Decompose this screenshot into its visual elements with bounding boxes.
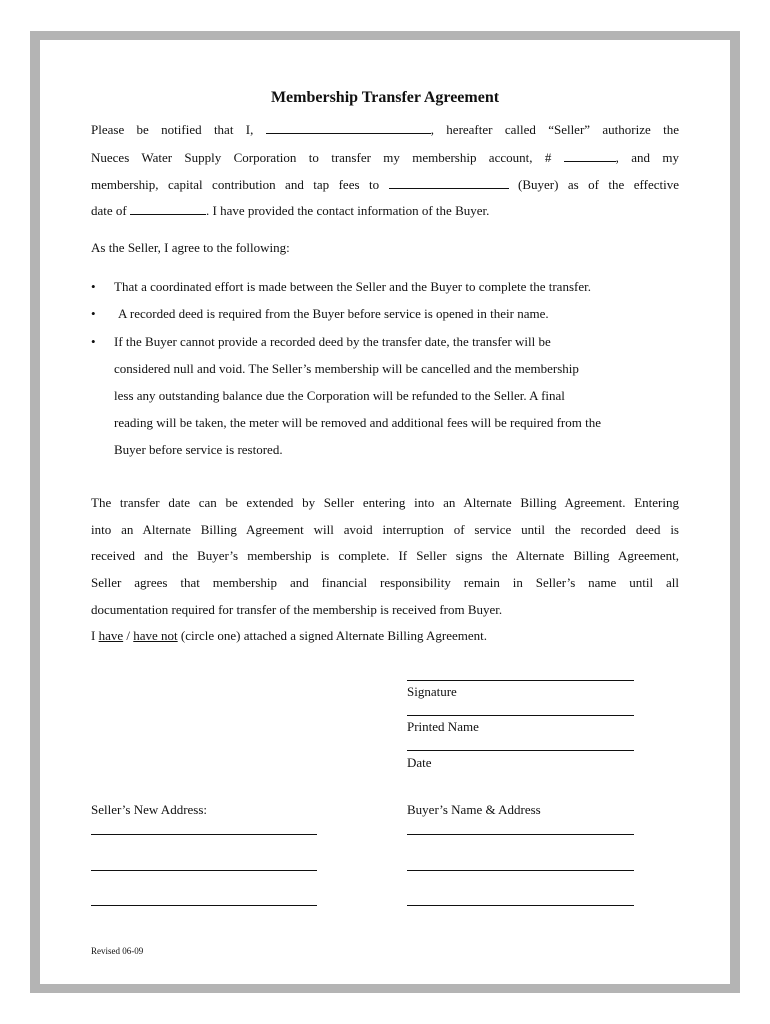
buyer-address-line[interactable] (407, 834, 634, 835)
bullet-3-line4: reading will be taken, the meter will be removed and additional fees will be required from the (114, 415, 601, 430)
para1-line3: membership, capital contribution and tap fees to (Buyer) as of the effective (91, 177, 679, 192)
para2-line5: documentation required for transfer of the membership is received from Buyer. (91, 602, 503, 617)
printed-name-line[interactable] (407, 715, 634, 716)
have-option[interactable]: have (98, 628, 124, 643)
signature-line[interactable] (407, 680, 634, 681)
page-title: Membership Transfer Agreement (270, 89, 500, 106)
date-label: Date (407, 755, 432, 770)
printed-name-label: Printed Name (407, 719, 479, 734)
para1-line2: Nueces Water Supply Corporation to transfer my membership account, # , and my (91, 150, 679, 165)
para2-line3: received and the Buyer’s membership is complete. If Seller signs the Alternate Billing Agreement, (91, 548, 679, 563)
account-number-blank[interactable] (564, 150, 616, 162)
bullet-3-line2: considered null and void. The Seller’s membership will be cancelled and the membership (114, 361, 579, 376)
revision-note: Revised 06-09 (91, 946, 144, 956)
bullet-1: That a coordinated effort is made between the Seller and the Buyer to complete the transfer. (114, 279, 591, 294)
para2-line4: Seller agrees that membership and financial responsibility remain in Seller’s name until all (91, 575, 679, 590)
date-line[interactable] (407, 750, 634, 751)
bullet-icon: • (91, 306, 96, 321)
buyer-name-address-label: Buyer’s Name & Address (407, 802, 541, 817)
buyer-address-line[interactable] (407, 870, 634, 871)
bullet-icon: • (91, 334, 96, 349)
bullet-3-line1: If the Buyer cannot provide a recorded deed by the transfer date, the transfer will be (114, 334, 551, 349)
para1-line1: Please be notified that I, , hereafter called “Seller” authorize the (91, 122, 679, 137)
para2-line2: into an Alternate Billing Agreement will avoid interruption of service until the recorded deed is (91, 522, 679, 537)
seller-name-blank[interactable] (266, 122, 431, 134)
seller-address-line[interactable] (91, 905, 317, 906)
circle-one-line: I have / have not (circle one) attached a signed Alternate Billing Agreement. (91, 628, 488, 643)
buyer-address-line[interactable] (407, 905, 634, 906)
agree-intro: As the Seller, I agree to the following: (91, 240, 290, 255)
signature-label: Signature (407, 684, 457, 699)
bullet-icon: • (91, 279, 96, 294)
para1-line4: date of . I have provided the contact information of the Buyer. (91, 203, 490, 218)
seller-address-line[interactable] (91, 834, 317, 835)
seller-address-line[interactable] (91, 870, 317, 871)
bullet-3-line3: less any outstanding balance due the Corporation will be refunded to the Seller. A final (114, 388, 565, 403)
bullet-2: A recorded deed is required from the Buyer before service is opened in their name. (118, 306, 549, 321)
seller-address-label: Seller’s New Address: (91, 802, 208, 817)
buyer-name-blank[interactable] (389, 177, 509, 189)
para2-line1: The transfer date can be extended by Seller entering into an Alternate Billing Agreement. Entering (91, 495, 679, 510)
effective-date-blank[interactable] (130, 203, 206, 215)
have-not-option[interactable]: have not (133, 628, 178, 643)
bullet-3-line5: Buyer before service is restored. (114, 442, 283, 457)
